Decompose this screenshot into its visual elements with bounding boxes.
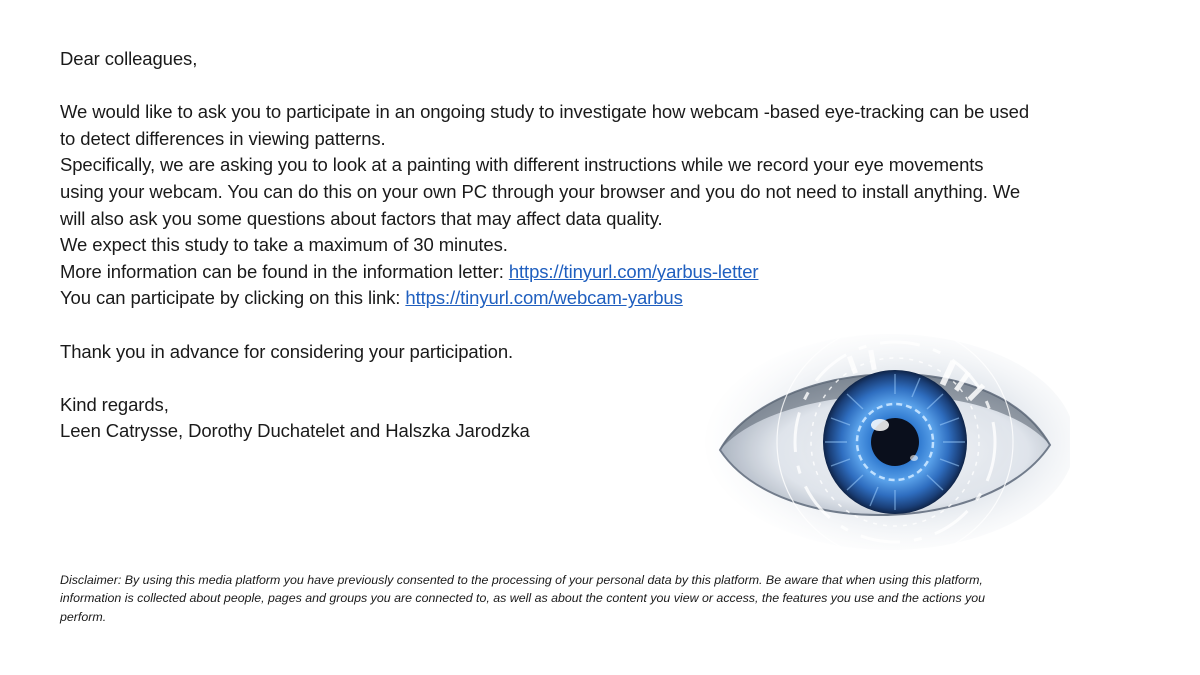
paragraph-line: We would like to ask you to participate in an ongoing study to investigate how webcam -based eye-tracking can be used — [60, 101, 1030, 123]
info-letter-line — [60, 259, 1150, 286]
thanks-line: Thank you in advance for considering your participation. — [60, 340, 514, 362]
paragraph-line: to detect differences in viewing patterns. — [60, 127, 386, 149]
eye-highlight — [871, 419, 889, 431]
disclaimer — [60, 571, 1140, 626]
participate-prefix: You can participate by clicking on this link: — [60, 287, 406, 309]
info-letter-prefix: More information can be found in the information letter: — [60, 260, 509, 282]
eye-highlight-small — [910, 455, 918, 461]
paragraph-line: will also ask you some questions about factors that may affect data quality. — [60, 207, 663, 229]
participate-line — [60, 285, 1150, 312]
paragraph-line: using your webcam. You can do this on your own PC through your browser and you do not need to install anything. We — [60, 180, 1021, 202]
disclaimer-line: information is collected about people, pages and groups you are connected to, as well as about the content you view or access, the features you use and the actions you — [60, 591, 986, 606]
paragraph-line: We expect this study to take a maximum of 30 minutes. — [60, 234, 508, 256]
spacer — [60, 73, 1150, 100]
eye-icon — [690, 330, 1070, 560]
info-letter-link[interactable]: https://tinyurl.com/yarbus-letter — [508, 260, 759, 282]
eye-illustration — [690, 330, 1070, 560]
participate-link[interactable]: https://tinyurl.com/webcam-yarbus — [405, 287, 683, 309]
disclaimer-line: Disclaimer: By using this media platform you have previously consented to the processing of your personal data by this platform. Be aware that when using this platform, — [60, 573, 983, 587]
signatories-line: Leen Catrysse, Dorothy Duchatelet and Halszka Jarodzka — [60, 420, 530, 442]
greeting: Dear colleagues, — [60, 48, 198, 69]
paragraph-line: Specifically, we are asking you to look at a painting with different instructions while we record your eye movements — [60, 154, 984, 176]
disclaimer-line: perform. — [60, 609, 107, 624]
closing-line: Kind regards, — [60, 393, 169, 415]
